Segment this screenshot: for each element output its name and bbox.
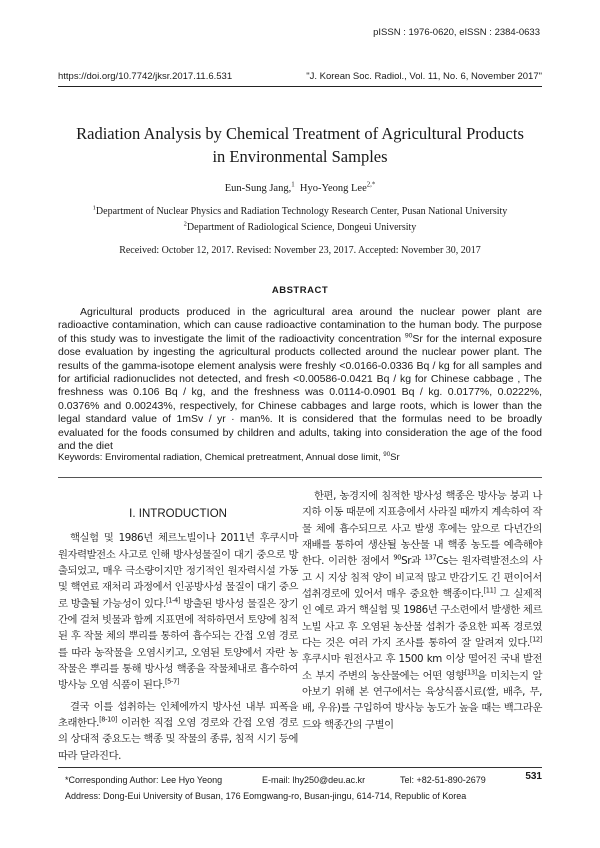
- intro-p2-text-a: 결국 이를 섭취하는 인체에까지 방사선 내부 피폭을 초래한다.: [58, 700, 298, 730]
- keywords: [58, 452, 542, 463]
- abstract-heading: ABSTRACT: [271, 285, 329, 296]
- intro-p1-text-b: 방출된 방사성 물질은 장기간에 걸쳐 빗물과 함께 지표면에 적하하면서 토양에 침적된 후 작물 체의 뿌리를 통하여 흡수되는 간접 오염 경로를 따라 농작물을 오염시키고, 오염된 토양에서 자란 농작물은 뿌리를 통해 방사성 핵종을 작물체내로 흡수하여 방사능 오염 식품이 된다.: [58, 597, 298, 692]
- citation-13: [13]: [464, 668, 477, 677]
- citation-11: [11]: [483, 586, 496, 595]
- abstract-body: [58, 306, 542, 453]
- intro-p3-text-e: 을 미치는지 알아보기 위해 본 연구에서는 육상식품시료(쌀, 배추, 무, 배, 우유)를 구입하여 방사능 농도가 높을 때는 백그라운드와 핵종간의 구별이: [302, 669, 542, 731]
- received-dates: Received: October 12, 2017. Revised: November 23, 2017. Accepted: November 30, 2017: [119, 245, 481, 256]
- section-heading-introduction: Ⅰ. INTRODUCTION: [129, 508, 227, 520]
- intro-p3-text-b: Cs는 원자력발전소의 사고 시 지상 침적 양이 비교적 많고 반감기도 긴 편이어서 섭취경로에 있어서 매우 중요한 핵종이다.: [302, 555, 542, 601]
- intro-p3-text-a: 한편, 농경지에 침적한 방사성 핵종은 방사능 붕괴 나 지하 이동 때문에 지표층에서 사라질 때까지 계속하여 작물 체에 흡수되므로 사고 발생 후에는 앞으로 다년간의 재배를 통하여 생산될 농산물 내 핵종 농도를 예측해야 한다. 이러한 점에서: [302, 490, 542, 568]
- intro-paragraph-3: [302, 488, 542, 733]
- abstract-text-1: Agricultural products produced in the agricultural area around the nuclear power plant are radioactive contamination, which can cause radioactive contamination to the human body. The purpose of this study was to investigate the limit of the radioactivity concentration: [58, 306, 542, 345]
- journal-citation: "J. Korean Soc. Radiol., Vol. 11, No. 6, November 2017": [306, 71, 542, 82]
- issn-line: pISSN : 1976-0620, eISSN : 2384-0633: [373, 27, 540, 38]
- intro-p3-text-d: 후쿠시마 원전사고 후 1500 km 이상 떨어진 국내 발전소 부지 주변의 농산물에는 어떤 영향: [302, 653, 542, 682]
- citation-5-7: [5-7]: [164, 678, 180, 687]
- paper-title: [40, 122, 560, 168]
- citation-8-10: [8-10]: [99, 715, 118, 724]
- intro-paragraph-1: [58, 530, 298, 693]
- keywords-divider: [58, 477, 542, 478]
- sup-90: 90: [393, 553, 402, 562]
- doi-link[interactable]: https://doi.org/10.7742/jksr.2017.11.6.531: [58, 71, 233, 82]
- header-divider: [58, 86, 542, 87]
- citation-12: [12]: [529, 635, 542, 644]
- author-1-affil: 1: [291, 181, 295, 189]
- intro-p2-text-b: 이러한 직접 오염 경로와 간접 오염 경로의 상대적 중요도는 핵종 및 작물의 종류, 침적 시기 등에 따라 달라진다.: [58, 717, 298, 762]
- title-line-2: in Environmental Samples: [212, 147, 388, 166]
- keywords-text: Keywords: Enviromental radiation, Chemical pretreatment, Annual dose limit,: [58, 452, 384, 463]
- abstract-sup-90: 90: [404, 332, 413, 340]
- keywords-sup: 90: [383, 450, 391, 458]
- corresponding-email[interactable]: E-mail: lhy250@deu.ac.kr: [262, 775, 366, 785]
- title-line-1: Radiation Analysis by Chemical Treatment of Agricultural Products: [76, 124, 524, 143]
- abstract-text-2: Sr for the internal exposure dose evaluation by ingesting the agricultural products collected around the nuclear power plant. The results of the gamma-isotope element analysis were freshly <0.0166-0.0336 Bq / kg for all samples and for artificial radionuclides not detected, and fresh <0.00586-0.0421 Bq / kg for Chinese cabbage , The freshness was 0.106 Bq / kg, and the freshness was 0.0114-0.0901 Bq / kg. 0.0177%, 0.0222%, 0.0376% and 0.00243%, respectively, for Chinese cabbages and large roots, which is lower than the legal standard value of 1mSv / yr · man%. It is considered that the formulas need to be broadly evaluated for the foods consumed by children and adults, taking into consideration the age of the food and the diet: [58, 332, 543, 453]
- keywords-end: Sr: [390, 452, 400, 463]
- body-column-right: [302, 488, 542, 738]
- author-1: Eun-Sung Jang,: [224, 183, 292, 194]
- corresponding-tel: Tel: +82-51-890-2679: [400, 775, 486, 785]
- affiliation-1-text: Department of Nuclear Physics and Radiation Technology Research Center, Pusan National University: [95, 206, 508, 217]
- corresponding-author: *Corresponding Author: Lee Hyo Yeong: [65, 775, 223, 785]
- footer-divider: [58, 767, 542, 768]
- affiliation-1: [40, 206, 560, 217]
- corresponding-address: Address: Dong-Eui University of Busan, 176 Eomgwang-ro, Busan-jingu, 614-714, Republic of Korea: [65, 791, 467, 801]
- citation-1-4: [1-4]: [165, 596, 181, 605]
- author-2-affil: 2,*: [366, 181, 376, 189]
- sr-text: Sr과: [401, 555, 425, 568]
- affiliation-2: [40, 222, 560, 233]
- affiliation-1-mark: 1: [92, 204, 96, 212]
- intro-p3-text-c: 그 실제적인 예로 과거 핵실험 및 1986년 구소련에서 발생한 체르노빌 사고 후 오염된 농산물 섭취가 중요한 피폭 경로였다는 것은 여러 가지 조사를 통하여 잘 알려져 있다.: [302, 588, 542, 650]
- intro-p1-text-a: 핵실험 및 1986년 체르노빌이나 2011년 후쿠시마 원자력발전소 사고로 인해 방사성물질이 대기 중으로 방출되었고, 매우 극소량이지만 정기적인 원자력시설 가동 및 핵연료 재처리 과정에서 인공방사성 물질이 대기 중으로 방출될 가능성이 있다.: [58, 532, 298, 610]
- affiliation-2-mark: 2: [183, 220, 187, 228]
- author-2: Hyo-Yeong Lee: [299, 183, 367, 194]
- page-number: 531: [525, 771, 542, 782]
- intro-paragraph-2: [58, 699, 298, 764]
- author-list: [40, 183, 560, 194]
- affiliation-2-text: Department of Radiological Science, Dongeui University: [186, 222, 417, 233]
- sup-137: 137: [424, 553, 437, 562]
- body-column-left: [58, 488, 298, 769]
